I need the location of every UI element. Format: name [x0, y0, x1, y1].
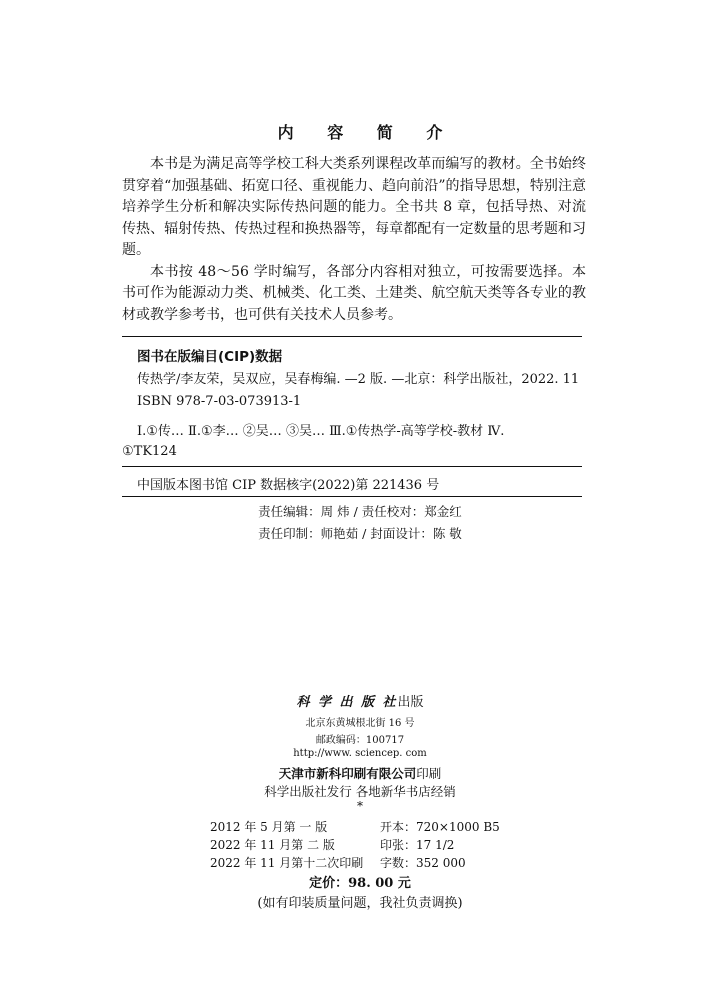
printer-suffix: 印刷: [416, 766, 442, 781]
cip-catalog-line: 传热学/李友荣，吴双应，吴春梅编. —2 版. —北京：科学出版社，2022. 11: [137, 372, 580, 387]
page-title: 内 容 简 介: [277, 123, 457, 142]
publisher-suffix: 出版: [397, 695, 424, 710]
word-count: 字数：352 000: [380, 856, 466, 870]
printer-line: [0, 764, 720, 782]
sheet-info: 印张：17 1/2: [380, 838, 455, 852]
separator-star: *: [357, 799, 363, 813]
summary-paragraph-2: 本书按 48～56 学时编写，各部分内容相对独立，可按需要选择。本书可作为能源动力类、机械类、化工类、土建类、航空航天类等各专业的教材或教学参考书，也可供有关技术人员参考。: [122, 263, 586, 323]
cip-classification: Ⅰ.①传… Ⅱ.①李… ②吴… ③吴… Ⅲ.①传热学-高等学校-教材 Ⅳ.: [137, 424, 505, 439]
publisher-address: 北京东黄城根北街 16 号: [305, 718, 415, 729]
price: 定价：98. 00 元: [309, 876, 411, 891]
cip-isbn: ISBN 978-7-03-073913-1: [137, 394, 302, 409]
edition-date: 2012 年 5 月第 一 版: [210, 820, 328, 834]
printing-date: 2022 年 11 月第十二次印刷: [210, 856, 364, 870]
cip-mid-rule: [122, 466, 582, 467]
cip-top-rule: [122, 336, 582, 337]
staff-line-1: 责任编辑：周 炜 / 责任校对：郑金红: [258, 504, 462, 519]
publisher-name: 科 学 出 版 社: [296, 695, 398, 710]
book-summary: [122, 154, 586, 326]
publisher-line: [0, 691, 720, 710]
imprint-row: [210, 854, 466, 871]
cip-record-number: 中国版本图书馆 CIP 数据核字(2022)第 221436 号: [137, 478, 440, 493]
format-info: 开本：720×1000 B5: [380, 820, 500, 834]
distribution-line: 科学出版社发行 各地新华书店经销: [264, 784, 456, 799]
quality-notice: (如有印装质量问题，我社负责调换): [257, 896, 463, 911]
imprint-row: [210, 836, 454, 853]
cip-heading: 图书在版编目(CIP)数据: [137, 349, 283, 365]
imprint-row: [210, 818, 500, 835]
printer-name: 天津市新科印刷有限公司: [278, 766, 417, 781]
staff-line-2: 责任印制：师艳茹 / 封面设计：陈 敬: [258, 526, 462, 541]
summary-paragraph-1: 本书是为满足高等学校工科大类系列课程改革而编写的教材。全书始终贯穿着“加强基础、拓宽口径、重视能力、趋向前沿”的指导思想，特别注意培养学生分析和解决实际传热问题的能力。全书共 8 章，包括导热、对流传热、辐射传热、传热过程和换热器等，每章都配有一定数量的思考题和习题。: [122, 156, 586, 258]
publisher-url: http://www. sciencep. com: [293, 748, 427, 759]
cip-classification-cont: ①TK124: [122, 444, 177, 459]
publisher-postcode: 邮政编码：100717: [315, 735, 405, 746]
edition-date: 2022 年 11 月第 二 版: [210, 838, 335, 852]
cip-bottom-rule: [122, 496, 582, 497]
